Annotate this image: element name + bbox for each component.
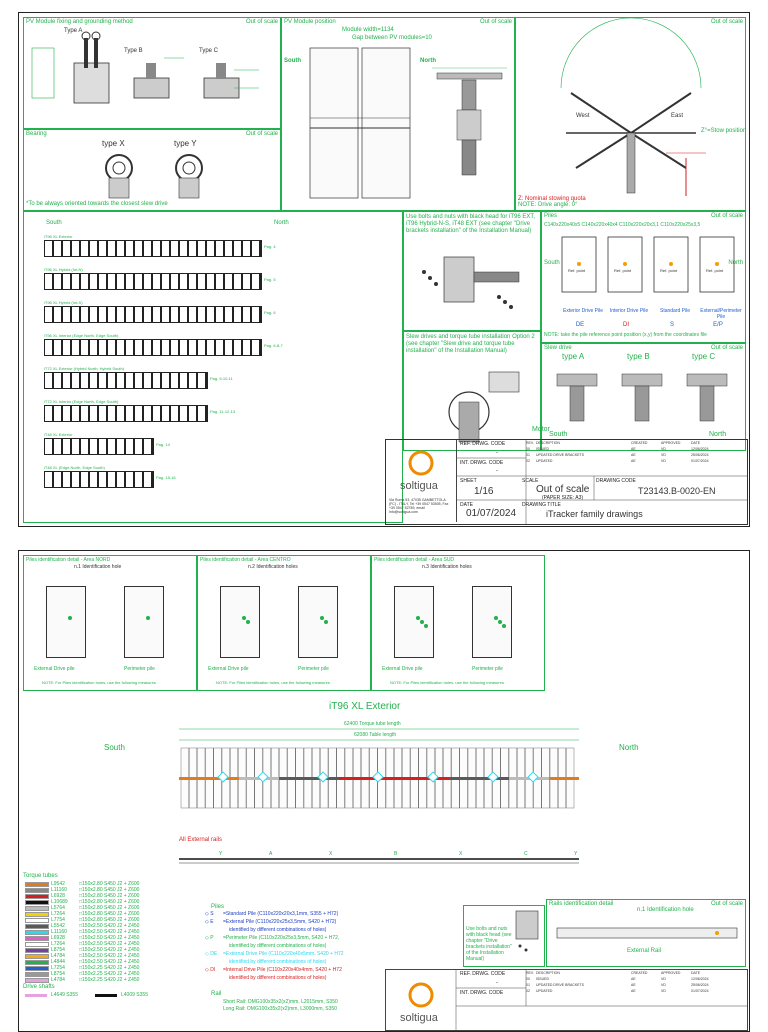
pile-legend-text: =Perimeter Pile (C110x220x25x3,5mm, S420 + H72, <box>223 935 340 941</box>
torque-color-swatch <box>25 918 49 923</box>
layout-row-page: Pag. 11-12-13 <box>210 409 236 414</box>
torque-spec: □150x2.80 S450 J2 + Z600 <box>79 905 140 911</box>
pile-legend-symbol: ◇ S <box>205 911 214 917</box>
torque-tube-segment <box>339 777 394 780</box>
pile-type-code: E/P <box>713 322 723 328</box>
layout-row-name: iT96 XL Exterior <box>44 234 73 239</box>
panel-rails-id <box>546 899 746 967</box>
rev-cell: 00 <box>526 447 530 451</box>
pile-id-title: Piles identification detail - Area NORD <box>26 557 111 563</box>
torque-color-swatch <box>25 966 49 971</box>
type-b-label: type B <box>627 352 650 361</box>
layout-row-strip <box>44 438 154 455</box>
torque-color-swatch <box>25 972 49 977</box>
ext-drive-label: External Drive pile <box>208 666 249 672</box>
brand-name: soltigua <box>400 1012 438 1024</box>
panel-scale: Out of scale <box>245 19 278 25</box>
torque-code: L7264 <box>51 911 65 917</box>
pile-type-label: Standard Pile <box>659 308 691 314</box>
rev-header-cell: DESCRIPTION <box>536 441 560 445</box>
panel-bearing <box>23 129 281 211</box>
rail-letter: A <box>269 851 273 857</box>
drawing-code-label: DRAWING CODE <box>596 478 636 484</box>
rail-spec-line: Short Rail: OMG100x35x2(x2)mm, L2015mm, S350 <box>223 999 338 1005</box>
rail-spec-line: Long Rail: OMG100x35x2(x2)mm, L3000mm, S350 <box>223 1006 337 1012</box>
torque-code: L10689 <box>51 899 68 905</box>
panel-bolts <box>403 211 541 331</box>
rev-cell: ISSUED <box>536 977 550 981</box>
torque-code: L5764 <box>51 905 65 911</box>
torque-code: L8754 <box>51 947 65 953</box>
rotation-note-2: NOTE: Drive angle: 0° <box>518 202 578 208</box>
torque-color-swatch <box>25 912 49 917</box>
shaft-color-swatch <box>25 994 47 997</box>
rev-header-cell: CREATED <box>631 971 648 975</box>
table-length: 62080 Table length <box>354 732 397 738</box>
pile-id-title: Piles identification detail - Area SUD <box>374 557 455 563</box>
panel-scale: Out of scale <box>710 213 743 219</box>
torque-code: L5542 <box>51 923 65 929</box>
torque-spec: □150x2.50 S420 J2 + Z450 <box>79 941 140 947</box>
layout-row-page: Pag. 6-8-7 <box>264 343 283 348</box>
layout-row-strip <box>44 372 208 389</box>
pv-position-drawing <box>282 18 514 210</box>
torque-spec: □150x2.80 S450 J2 + Z600 <box>79 917 140 923</box>
panel-pv-fixing <box>23 17 281 129</box>
module-width-label: Module width=1134 <box>342 27 394 33</box>
torque-color-swatch <box>25 888 49 893</box>
pile-type-label: External/Perimeter Pile <box>700 308 742 320</box>
torque-color-swatch <box>25 948 49 953</box>
slew-drawing <box>404 332 540 450</box>
layout-row-name: iT48 XL (Edge North, Edge South) <box>44 465 105 470</box>
torque-spec: □150x2.80 S450 J2 + Z600 <box>79 887 140 893</box>
rev-cell: VD <box>661 983 666 987</box>
company-address: Via Roma 53, 47035 GAMBETTOLA (FC) - ITALY, Tel +39 0547 53505, Fax +39 0547 52789, email info@soltigua.com <box>389 498 449 514</box>
torque-tubes-title: Torque tubes <box>23 873 58 879</box>
layout-row-name: iT72 XL Interior (Edge North, Edge South) <box>44 399 119 404</box>
rails-id-holes: n.1 Identification hole <box>637 907 694 913</box>
bolts-drawing <box>404 212 540 330</box>
pile-legend-text: =Standard Pile (C110x220x20x3,1mm, S355 + H72) <box>223 911 339 917</box>
layout-row-name: iT48 XL Exterior <box>44 432 73 437</box>
rev-cell: UPDATED DRIVE BRACKETS <box>536 453 584 457</box>
pile-type-code: DI <box>623 322 629 328</box>
layout-row-strip <box>44 306 262 323</box>
pile-id-panel <box>197 555 371 691</box>
layout-row-page: Pag. 4 <box>264 244 276 249</box>
ext-drive-label: External Drive pile <box>34 666 75 672</box>
ref-drwg-label: REF. DRWG. CODE <box>460 441 506 447</box>
pile-ref-point: Ref. point <box>614 268 632 273</box>
fixing-drawing <box>24 18 280 128</box>
pile-id-holes: n.1 Identification hole <box>74 564 122 570</box>
title-block-grid <box>386 440 747 524</box>
rev-cell: UPDATED <box>536 989 553 993</box>
rev-cell: 12/06/2024 <box>691 977 709 981</box>
torque-color-swatch <box>25 894 49 899</box>
north-label: North <box>274 220 289 226</box>
int-drwg-value: - <box>496 468 498 474</box>
rev-cell: VD <box>661 447 666 451</box>
bearing-note: *To be always oriented towards the closest slew drive <box>26 201 168 207</box>
rails-id-ext: External Rail <box>627 948 662 954</box>
torque-code: L9542 <box>51 881 65 887</box>
shaft-code: L4009 S355 <box>121 992 148 998</box>
torque-color-swatch <box>25 882 49 887</box>
perimeter-label: Perimeter pile <box>472 666 503 672</box>
shaft-color-swatch <box>95 994 117 997</box>
rev-header-cell: DESCRIPTION <box>536 971 560 975</box>
rev-cell: 02 <box>526 989 530 993</box>
north-label: North <box>420 58 436 64</box>
rail-letter: Y <box>574 851 578 857</box>
rev-cell: 25/06/2024 <box>691 983 709 987</box>
drawing-sheet-1 <box>18 12 750 527</box>
type-x-label: type X <box>102 139 125 148</box>
id-hole-icon <box>324 620 328 624</box>
title-block <box>385 439 748 525</box>
id-hole-icon <box>494 616 498 620</box>
rev-cell: 01 <box>526 453 530 457</box>
pile-legend-text: identified by different combinations of holes) <box>229 943 327 949</box>
sheet-value: 1/16 <box>474 486 494 497</box>
torque-color-swatch <box>25 954 49 959</box>
bolts-note: Use bolts and nuts with black head for iT96 EXT, iT96 Hybrid-N-S, iT48 EXT (see chapter "Drive brackets installation" of the Installation Manual) <box>406 214 536 234</box>
pile-id-panel <box>23 555 197 691</box>
torque-tube-segment <box>179 777 239 780</box>
rev-header-cell: DATE <box>691 971 701 975</box>
rail-letter: X <box>459 851 463 857</box>
torque-tube-segment <box>279 777 339 780</box>
pile-id-panel <box>371 555 545 691</box>
panel-title: PV Module fixing and grounding method <box>26 19 133 25</box>
rail-letter: X <box>329 851 333 857</box>
id-hole-icon <box>502 624 506 628</box>
torque-tube-segment <box>449 777 509 780</box>
east-label: East <box>671 113 684 119</box>
id-hole-icon <box>416 616 420 620</box>
id-hole-icon <box>320 616 324 620</box>
layout-row-page: Pag. 14 <box>156 442 170 447</box>
torque-code: L6928 <box>51 893 65 899</box>
rev-header-cell: DATE <box>691 441 701 445</box>
torque-color-swatch <box>25 936 49 941</box>
gap-label: Gap between PV modules=10 <box>352 35 432 41</box>
rev-header-cell: REV. <box>526 441 534 445</box>
layout-row-page: Pag. 15-16 <box>156 475 176 480</box>
torque-color-swatch <box>25 900 49 905</box>
panel-pv-position <box>281 17 515 211</box>
rev-cell: AE <box>631 977 636 981</box>
slew-note: Slew drives and torque tube installation Option 2 (see chapter "Slew drive and torque tube installation" of the Installation Manual) <box>406 334 535 354</box>
panel-scale: Out of scale <box>710 345 743 351</box>
pile-legend-symbol: ◇ DI <box>205 967 216 973</box>
rev-cell: 01/07/2024 <box>691 989 709 993</box>
rev-cell: VD <box>661 453 666 457</box>
scale-label: SCALE <box>522 478 539 484</box>
torque-color-swatch <box>25 942 49 947</box>
layout-row-strip <box>44 405 208 422</box>
id-hole-icon <box>498 620 502 624</box>
torque-code: L7754 <box>51 917 65 923</box>
pile-body <box>124 586 164 658</box>
bolts-note-2: Use bolts and nuts with black head (see chapter "Drive brackets installation" of the Installation Manual) <box>466 926 512 962</box>
torque-spec: □150x2.80 S450 J2 + Z600 <box>79 899 140 905</box>
rev-cell: 02 <box>526 459 530 463</box>
motor-label: Motor <box>532 426 550 433</box>
drawing-sheet-2 <box>18 550 750 1032</box>
torque-code: L4784 <box>51 977 65 983</box>
layout-row-strip <box>44 471 154 488</box>
perimeter-label: Perimeter pile <box>298 666 329 672</box>
torque-spec: □150x2.50 S420 J2 + Z450 <box>79 929 140 935</box>
rev-cell: 00 <box>526 977 530 981</box>
rev-header-cell: CREATED <box>631 441 648 445</box>
south-label: South <box>104 743 125 752</box>
panel-rotation <box>515 17 746 211</box>
torque-code: L4784 <box>51 953 65 959</box>
drive-shafts-title: Drive shafts <box>23 984 55 990</box>
pile-id-holes: n.2 Identification holes <box>248 564 298 570</box>
pile-body <box>394 586 434 658</box>
rails-id-scale: Out of scale <box>710 901 743 907</box>
brand-name: soltigua <box>400 480 438 492</box>
type-y-label: type Y <box>174 139 197 148</box>
rev-header-cell: REV. <box>526 971 534 975</box>
rev-cell: 25/06/2024 <box>691 453 709 457</box>
type-a-label: Type A <box>64 28 83 34</box>
panel-title: Piles <box>544 213 558 219</box>
slew-south-label: South <box>549 431 568 438</box>
layout-row-page: Pag. 6 <box>264 310 276 315</box>
pile-note: NOTE: For Piles identification holes, use the following measures <box>216 680 330 685</box>
shaft-code: L4649 S355 <box>51 992 78 998</box>
layout-row-name: iT96 XL Interior (Edge North, Edge South) <box>44 333 119 338</box>
pile-body <box>298 586 338 658</box>
rev-cell: AE <box>631 459 636 463</box>
rev-cell: 12/06/2024 <box>691 447 709 451</box>
piles-note: NOTE: take the pile reference point position (x,y) from the coordinates file <box>544 332 707 338</box>
panel-scale: Out of scale <box>245 131 278 137</box>
type-c-label: Type C <box>199 48 219 54</box>
panel-layouts <box>23 211 403 523</box>
type-a-label: type A <box>562 352 585 361</box>
panel-slew-note <box>403 331 541 451</box>
torque-spec: □150x2.80 S450 J2 + Z600 <box>79 881 140 887</box>
panel-piles <box>541 211 746 343</box>
rev-header-cell: APPROVED <box>661 971 681 975</box>
layout-row-strip <box>44 240 262 257</box>
torque-code: L4844 <box>51 959 65 965</box>
pile-legend-symbol: ◇ P <box>205 935 214 941</box>
pile-note: NOTE: For Piles identification holes, use the following measures <box>42 680 156 685</box>
ext-drive-label: External Drive pile <box>382 666 423 672</box>
torque-code: L7264 <box>51 941 65 947</box>
rev-cell: AE <box>631 989 636 993</box>
torque-spec: □150x2.25 S420 J2 + Z450 <box>79 971 140 977</box>
rev-cell: VD <box>661 459 666 463</box>
date-label: DATE <box>460 502 473 508</box>
torque-tube-segment <box>549 777 579 780</box>
torque-color-swatch <box>25 930 49 935</box>
tracker-plan-drawing <box>19 726 749 816</box>
id-hole-icon <box>424 624 428 628</box>
torque-spec: □150x2.50 S420 J2 + Z450 <box>79 923 140 929</box>
pile-sizes: C140x220x40x5 C140x220x40x4 C110x220x20x3,1 C110x220x25x3,5 <box>544 222 701 228</box>
panel-title: PV Module position <box>284 19 336 25</box>
rev-cell: UPDATED DRIVE BRACKETS <box>536 983 584 987</box>
rev-cell: UPDATED <box>536 459 553 463</box>
pile-ref-point: Ref. point <box>568 268 586 273</box>
pile-legend-text: =Internal Drive Pile (C110x220x40x4mm, S420 + H72 <box>223 967 342 973</box>
rev-cell: VD <box>661 977 666 981</box>
rail-letter: C <box>524 851 528 857</box>
sheet-label: SHEET <box>460 478 477 484</box>
ref-drwg-value: - <box>496 980 498 986</box>
torque-color-swatch <box>25 906 49 911</box>
perimeter-label: Perimeter pile <box>124 666 155 672</box>
pile-legend-text: identified by different combinations of holes) <box>229 959 327 965</box>
paper-size: (PAPER SIZE: A3) <box>542 495 584 501</box>
rev-cell: AE <box>631 447 636 451</box>
id-hole-icon <box>420 620 424 624</box>
pile-legend-text: =External Pile (C110x220x25x3,5mm, S420 + H72) <box>223 919 337 925</box>
pile-type-code: S <box>669 322 674 328</box>
north-label: North <box>619 743 639 752</box>
rev-cell: 01/07/2024 <box>691 459 709 463</box>
torque-spec: □150x2.80 S450 J2 + Z600 <box>79 911 140 917</box>
piles-title: Piles <box>211 904 225 910</box>
rev-cell: ISSUED <box>536 447 550 451</box>
rev-header-cell: APPROVED <box>661 441 681 445</box>
torque-color-swatch <box>25 960 49 965</box>
rails-id-title: Rails identification detail <box>549 901 614 907</box>
id-hole-icon <box>68 616 72 620</box>
torque-color-swatch <box>25 924 49 929</box>
pile-type-label: Exterior Drive Pile <box>562 308 603 314</box>
ref-drwg-label: REF. DRWG. CODE <box>460 971 506 977</box>
rails-id-drawing <box>547 900 745 966</box>
type-b-label: Type B <box>124 48 143 54</box>
int-drwg-label: INT. DRWG. CODE <box>460 460 504 466</box>
layout-row-page: Pag. 5 <box>264 277 276 282</box>
pile-body <box>220 586 260 658</box>
scale-value: Out of scale <box>536 484 590 495</box>
rev-cell: VD <box>661 989 666 993</box>
type-c-label: type C <box>692 352 716 361</box>
rev-cell: AE <box>631 453 636 457</box>
rotation-note-1: Z: Nominal stowing quota <box>518 196 586 202</box>
ref-drwg-value: - <box>496 450 498 456</box>
torque-tube-segment <box>394 777 449 780</box>
layout-row-name: iT72 XL Exterior (Hybrid North, Hybrid South) <box>44 366 125 371</box>
panel-scale: Out of scale <box>710 19 743 25</box>
panel-title: Bearing <box>26 131 47 137</box>
rotation-drawing <box>516 18 745 210</box>
torque-color-swatch <box>25 978 49 983</box>
layout-row-name: iT96 XL Hybrid (Int-N) <box>44 267 83 272</box>
pile-type-code: DE <box>575 322 585 328</box>
layout-row-name: iT96 XL Hybrid (Int-S) <box>44 300 83 305</box>
torque-code: L6928 <box>51 935 65 941</box>
pile-body <box>46 586 86 658</box>
pile-ref-point: Ref. point <box>660 268 678 273</box>
pile-legend-symbol: ◇ DE <box>205 951 218 957</box>
id-hole-icon <box>146 616 150 620</box>
pile-legend-text: =External Drive Pile (C110x220x40x5mm, S420 + H72 <box>223 951 344 957</box>
torque-code: L11160 <box>51 929 67 935</box>
panel-bolts-2 <box>463 905 545 967</box>
slew-north-label: North <box>709 431 727 438</box>
torque-spec: □150x2.50 S420 J2 + Z450 <box>79 953 140 959</box>
layout-row-strip <box>44 273 262 290</box>
date-value: 01/07/2024 <box>466 508 517 519</box>
main-title: iT96 XL Exterior <box>329 701 401 712</box>
rev-cell: AE <box>631 983 636 987</box>
id-hole-icon <box>246 620 250 624</box>
torque-spec: □150x2.80 S450 J2 + Z600 <box>79 893 140 899</box>
title-block-2 <box>385 969 748 1031</box>
stow-label: Z°=Stow position <box>701 128 747 134</box>
north-label: North <box>728 260 743 266</box>
pile-legend-text: identified by different combinations of holes) <box>229 975 327 981</box>
bearing-drawing <box>24 130 280 210</box>
bolts-drawing-2 <box>464 906 544 966</box>
rail-title: Rail <box>211 991 222 997</box>
drawing-code-value: T23143.B-0020-EN <box>638 486 716 496</box>
south-label: South <box>46 220 62 226</box>
torque-code: L7254 <box>51 965 65 971</box>
title-block-grid <box>386 970 747 1030</box>
rails-title: All External rails <box>179 837 223 843</box>
id-hole-icon <box>242 616 246 620</box>
layout-row-page: Pag. 9-10-11 <box>210 376 233 381</box>
int-drwg-label: INT. DRWG. CODE <box>460 990 504 996</box>
torque-code: L11160 <box>51 887 67 893</box>
drawing-title-value: iTracker family drawings <box>546 509 643 519</box>
torque-spec: □150x2.50 S420 J2 + Z450 <box>79 935 140 941</box>
west-label: West <box>576 113 590 119</box>
layout-row-strip <box>44 339 262 356</box>
torque-spec: □150x2.25 S420 J2 + Z450 <box>79 965 140 971</box>
torque-code: L8754 <box>51 971 65 977</box>
torque-spec: □150x2.50 S420 J2 + Z450 <box>79 959 140 965</box>
panel-title: Slew drive <box>544 345 572 351</box>
panel-scale: Out of scale <box>479 19 512 25</box>
torque-spec: □150x2.25 S420 J2 + Z450 <box>79 977 140 983</box>
pile-body <box>472 586 512 658</box>
rail-letter: B <box>394 851 398 857</box>
pile-id-title: Piles identification detail - Area CENTRO <box>200 557 291 563</box>
pile-type-label: Interior Drive Pile <box>609 308 649 314</box>
drawing-title-label: DRAWING TITLE <box>522 502 561 508</box>
pile-ref-point: Ref. point <box>706 268 724 273</box>
torque-spec: □150x2.50 S420 J2 + Z450 <box>79 947 140 953</box>
pile-note: NOTE: For Piles identification holes, use the following measures <box>390 680 504 685</box>
pile-id-holes: n.3 Identification holes <box>422 564 472 570</box>
rev-cell: 01 <box>526 983 530 987</box>
torque-length: 62400 Torque tube length <box>344 721 401 727</box>
south-label: South <box>544 260 560 266</box>
rail-letter: Y <box>219 851 223 857</box>
pile-legend-symbol: ◇ E <box>205 919 214 925</box>
pile-legend-text: identified by different combinations of holes) <box>229 927 327 933</box>
south-label: South <box>284 58 301 64</box>
